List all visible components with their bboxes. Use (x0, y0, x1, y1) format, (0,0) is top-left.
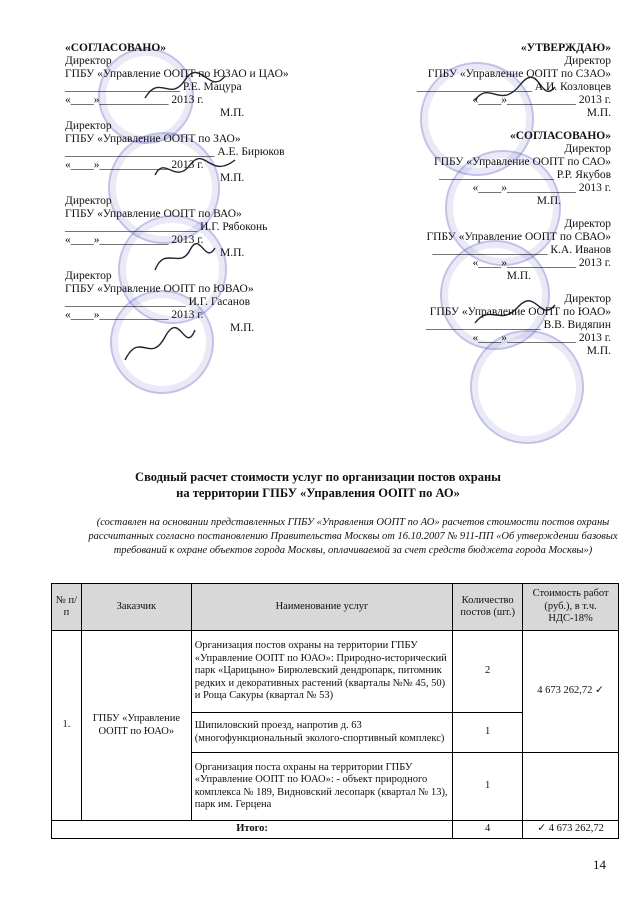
heading-agreed: «СОГЛАСОВАНО» (65, 42, 167, 54)
row-number: 1. (52, 631, 82, 821)
table-row (52, 631, 619, 713)
seal-mark: М.П. (220, 107, 245, 119)
heading-agreed-right: «СОГЛАСОВАНО» (509, 130, 611, 142)
signer-title: Директор (564, 55, 611, 67)
title-line-1: Сводный расчет стоимости услуг по организации постов охраны (135, 470, 501, 484)
check-icon: ✓ (595, 685, 604, 697)
signer-title: Директор (65, 120, 112, 132)
signer-date: «____»____________ 2013 г. (472, 94, 611, 106)
table-header-row (52, 584, 619, 631)
count-cell: 1 (453, 713, 523, 753)
signer-org: ГПБУ «Управление ООПТ по СЗАО» (427, 68, 611, 80)
signer-name: ____________________ А.И. Козловцев (416, 81, 611, 93)
signer-org: ГПБУ «Управление ООПТ по САО» (434, 156, 611, 168)
total-row (52, 821, 619, 839)
signer-org: ГПБУ «Управление ООПТ по ВАО» (65, 208, 242, 220)
total-label: Итого: (52, 821, 453, 839)
signer-org: ГПБУ «Управление ООПТ по ЗАО» (65, 133, 241, 145)
seal-mark: М.П. (586, 107, 611, 119)
customer-cell: ГПБУ «Управление ООПТ по ЮАО» (81, 631, 191, 821)
seal-mark: М.П. (586, 345, 611, 357)
signer-title: Директор (65, 270, 112, 282)
signer-org: ГПБУ «Управление ООПТ по ЮАО» (429, 306, 611, 318)
signer-date: «____»____________ 2013 г. (65, 234, 204, 246)
cost-cell: 4 673 262,72 ✓ (523, 631, 619, 753)
total-cost-cell: ✓ 4 673 262,72 (523, 821, 619, 839)
seal-mark: М.П. (230, 322, 255, 334)
signer-title: Директор (564, 218, 611, 230)
signer-date: «____»____________ 2013 г. (65, 94, 204, 106)
signer-date: «____»____________ 2013 г. (472, 332, 611, 344)
right-approvals (417, 42, 611, 358)
seal-mark: М.П. (506, 270, 531, 282)
col-header-count: Количество постов (шт.) (453, 584, 523, 631)
seal-mark: М.П. (220, 247, 245, 259)
signer-name: _____________________ И.Г. Гасанов (65, 296, 251, 308)
signer-title: Директор (564, 143, 611, 155)
signer-date: «____»____________ 2013 г. (472, 182, 611, 194)
signer-org: ГПБУ «Управление ООПТ по ЮЗАО и ЦАО» (65, 68, 289, 80)
heading-approve: «УТВЕРЖДАЮ» (520, 42, 611, 54)
col-header-cost: Стоимость работ (руб.), в т.ч. НДС-18% (523, 584, 619, 631)
count-cell: 2 (453, 631, 523, 713)
count-cell: 1 (453, 753, 523, 821)
basis-note: (составлен на основании представленных ГПБУ «Управления ООПТ по АО» расчетов стоимости постов охраны рассчитанных согласно постановлению Правительства Москвы от 16.10.2007 № 911-ПП «Об утверждении базовых требований к охране объектов города Москвы, оплачиваемой за счет средств бюджета города Москвы») (88, 517, 618, 556)
cost-empty-cell (523, 753, 619, 821)
seal-mark: М.П. (220, 172, 245, 184)
signer-date: «____»____________ 2013 г. (65, 309, 204, 321)
signer-org: ГПБУ «Управление ООПТ по СВАО» (426, 231, 611, 243)
signer-name: ____________________ Р.Е. Мацура (65, 81, 242, 93)
check-icon: ✓ (537, 823, 547, 834)
signer-name: _______________________ И.Г. Рябоконь (65, 221, 268, 233)
signer-title: Директор (65, 55, 112, 67)
total-count: 4 (453, 821, 523, 839)
signer-name: ____________________ В.В. Видяпин (425, 319, 611, 331)
signer-date: «____»____________ 2013 г. (65, 159, 204, 171)
col-header-num: № п/п (52, 584, 82, 631)
service-cell: Организация постов охраны на территории ГПБУ «Управление ООПТ по ЮАО»: Природно-исторический парк «Царицыно» Бирюлевский дендропарк, питомник редких и декоративных растений (кварталы №№ 45, 50) и Роща Сакуры (квартал № 53) (191, 631, 452, 713)
title-line-2: на территории ГПБУ «Управления ООПТ по АО» (176, 486, 460, 500)
left-approvals (65, 42, 289, 335)
signer-org: ГПБУ «Управление ООПТ по ЮВАО» (65, 283, 254, 295)
signer-date: «____»____________ 2013 г. (472, 257, 611, 269)
service-cell: Организация поста охраны на территории ГПБУ «Управление ООПТ по ЮАО»: - объект природного комплекса № 189, Видновский лесопарк (квартал № 13), парк им. Герцена (191, 753, 452, 821)
page-number: 14 (593, 857, 606, 872)
seal-mark: М.П. (536, 195, 561, 207)
signer-title: Директор (564, 293, 611, 305)
signer-name: ____________________ Р.Р. Якубов (438, 169, 611, 181)
cost-table (51, 583, 619, 839)
document-title (0, 469, 636, 501)
signer-name: ____________________ К.А. Иванов (432, 244, 611, 256)
signer-title: Директор (65, 195, 112, 207)
signer-name: __________________________ А.Е. Бирюков (65, 146, 285, 158)
col-header-customer: Заказчик (81, 584, 191, 631)
service-cell: Шипиловский проезд, напротив д. 63 (многофункциональный эколого-спортивный комплекс) (191, 713, 452, 753)
col-header-service: Наименование услуг (191, 584, 452, 631)
